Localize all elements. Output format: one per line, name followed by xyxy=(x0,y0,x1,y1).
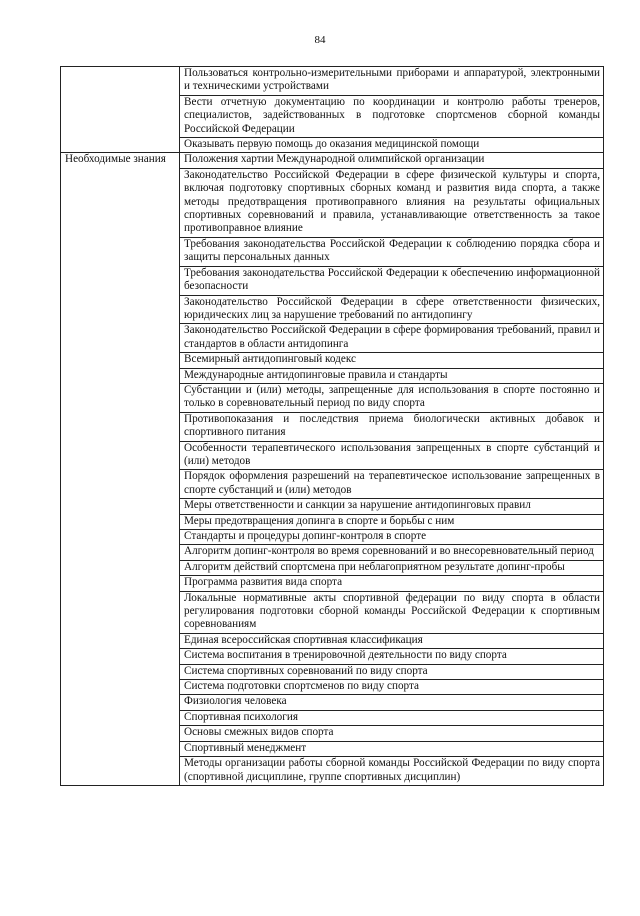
requirement-cell: Алгоритм действий спортсмена при неблагоприятном результате допинг-пробы xyxy=(180,560,604,575)
requirement-cell: Противопоказания и последствия приема биологически активных добавок и спортивного питания xyxy=(180,412,604,441)
requirement-cell: Особенности терапевтического использования запрещенных в спорте субстанций и (или) методов xyxy=(180,441,604,470)
requirement-cell: Система подготовки спортсменов по виду спорта xyxy=(180,680,604,695)
requirement-cell: Требования законодательства Российской Федерации к соблюдению порядка сбора и защиты персональных данных xyxy=(180,237,604,266)
requirement-cell: Законодательство Российской Федерации в сфере физической культуры и спорта, включая подготовку спортивных сборных команд и развития вида спорта, а также методы предотвращения противоправного влияния на результаты официальных спортивных соревнований и правила, устанавливающие ответственность за такое противоправное влияние xyxy=(180,168,604,237)
requirement-cell: Законодательство Российской Федерации в сфере формирования требований, правил и стандартов в области антидопинга xyxy=(180,324,604,353)
requirements-table xyxy=(60,66,604,786)
requirement-cell: Всемирный антидопинговый кодекс xyxy=(180,353,604,368)
requirement-cell: Основы смежных видов спорта xyxy=(180,726,604,741)
table-row xyxy=(61,153,604,168)
requirement-cell: Спортивный менеджмент xyxy=(180,741,604,756)
table-row xyxy=(61,67,604,96)
requirement-cell: Спортивная психология xyxy=(180,710,604,725)
requirement-cell: Система спортивных соревнований по виду спорта xyxy=(180,664,604,679)
requirement-cell: Программа развития вида спорта xyxy=(180,576,604,591)
requirement-cell: Пользоваться контрольно-измерительными приборами и аппаратурой, электронными и техническими устройствами xyxy=(180,67,604,96)
requirement-cell: Законодательство Российской Федерации в сфере ответственности физических, юридических лиц за нарушение требований по антидопингу xyxy=(180,295,604,324)
requirement-cell: Система воспитания в тренировочной деятельности по виду спорта xyxy=(180,649,604,664)
requirement-cell: Алгоритм допинг-контроля во время соревнований и во внесоревновательный период xyxy=(180,545,604,560)
requirement-cell: Меры ответственности и санкции за нарушение антидопинговых правил xyxy=(180,499,604,514)
requirement-cell: Меры предотвращения допинга в спорте и борьбы с ним xyxy=(180,514,604,529)
requirement-cell: Стандарты и процедуры допинг-контроля в спорте xyxy=(180,530,604,545)
page-number: 84 xyxy=(314,34,326,46)
requirement-cell: Методы организации работы сборной команды Российской Федерации по виду спорта (спортивной дисциплине, группе спортивных дисциплин) xyxy=(180,757,604,786)
requirement-cell: Локальные нормативные акты спортивной федерации по виду спорта в области регулирования подготовки сборной команды Российской Федерации к спортивным соревнованиям xyxy=(180,591,604,633)
requirement-cell: Оказывать первую помощь до оказания медицинской помощи xyxy=(180,138,604,153)
requirement-cell: Физиология человека xyxy=(180,695,604,710)
requirement-cell: Требования законодательства Российской Федерации к обеспечению информационной безопасности xyxy=(180,266,604,295)
section-label: Необходимые знания xyxy=(61,153,180,785)
table-body xyxy=(61,67,604,786)
requirement-cell: Субстанции и (или) методы, запрещенные для использования в спорте постоянно и только в соревновательный период по виду спорта xyxy=(180,383,604,412)
requirement-cell: Положения хартии Международной олимпийской организации xyxy=(180,153,604,168)
section-label-empty xyxy=(61,67,180,153)
requirement-cell: Международные антидопинговые правила и стандарты xyxy=(180,368,604,383)
requirement-cell: Порядок оформления разрешений на терапевтическое использование запрещенных в спорте субстанций и (или) методов xyxy=(180,470,604,499)
requirement-cell: Вести отчетную документацию по координации и контролю работы тренеров, специалистов, задействованных в подготовке спортсменов сборной команды Российской Федерации xyxy=(180,95,604,137)
requirement-cell: Единая всероссийская спортивная классификация xyxy=(180,633,604,648)
